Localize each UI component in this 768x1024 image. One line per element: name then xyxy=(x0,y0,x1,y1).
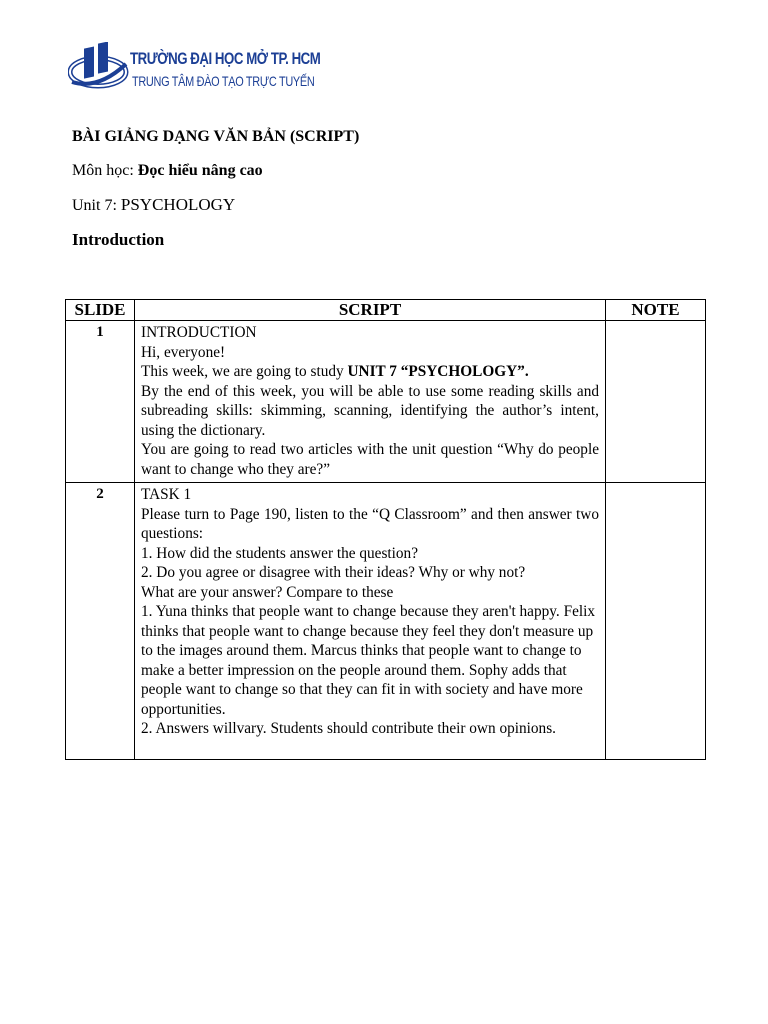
header-script: SCRIPT xyxy=(135,300,606,321)
table-row xyxy=(66,483,706,760)
script-line: TASK 1 xyxy=(141,486,192,503)
unit-emphasis: UNIT 7 “PSYCHOLOGY”. xyxy=(347,363,529,380)
script-line: You are going to read two articles with the unit question “Why do people want to change who they are?” xyxy=(141,441,599,478)
script-line xyxy=(141,362,599,382)
table-header-row xyxy=(66,300,706,321)
document-title: BÀI GIẢNG DẠNG VĂN BẢN (SCRIPT) xyxy=(72,128,360,145)
script-line: Please turn to Page 190, listen to the “Q Classroom” and then answer two questions: xyxy=(141,505,599,542)
subject-label: Môn học: xyxy=(72,162,138,179)
script-cell xyxy=(135,483,606,760)
script-cell xyxy=(135,321,606,483)
script-line: 2. Answers willvary. Students should contribute their own opinions. xyxy=(141,720,556,737)
header-note: NOTE xyxy=(606,300,706,321)
script-line: Hi, everyone! xyxy=(141,343,226,361)
script-line: 1. How did the students answer the question? xyxy=(141,544,418,562)
note-cell xyxy=(606,321,706,483)
university-logo xyxy=(68,42,321,94)
table-row xyxy=(66,321,706,483)
script-table xyxy=(65,299,706,760)
subject-value: Đọc hiểu nâng cao xyxy=(137,162,263,179)
unit-line xyxy=(72,195,235,215)
script-line: INTRODUCTION xyxy=(141,324,257,341)
logo-emblem-icon xyxy=(68,42,130,94)
header-slide: SLIDE xyxy=(66,300,135,321)
logo-title: TRƯỜNG ĐẠI HỌC MỞ TP. HCM xyxy=(130,49,321,68)
note-cell xyxy=(606,483,706,760)
unit-value: PSYCHOLOGY xyxy=(120,195,236,214)
logo-subtitle: TRUNG TÂM ĐÀO TẠO TRỰC TUYẾN xyxy=(132,73,315,89)
script-text: This week, we are going to study xyxy=(141,363,348,380)
subject-line xyxy=(72,162,263,180)
slide-number: 1 xyxy=(66,321,135,483)
script-line: By the end of this week, you will be able to use some reading skills and subreading skills: skimming, scanning, identifying the author’s intent, using the dictionary. xyxy=(141,382,599,439)
script-line: 1. Yuna thinks that people want to change because they aren't happy. Felix thinks that people want to change because they feel they don't measure up to the images around them. Marcus thinks that people want to change to make a better impression on the people around them. Sophy adds that people want to change so that they can fit in with society and have more opportunities. xyxy=(141,603,596,718)
script-line: 2. Do you agree or disagree with their ideas? Why or why not? xyxy=(141,564,526,581)
script-line: What are your answer? Compare to these xyxy=(141,583,394,601)
section-heading: Introduction xyxy=(72,230,165,249)
slide-number: 2 xyxy=(66,483,135,760)
unit-label: Unit 7: xyxy=(72,197,121,214)
